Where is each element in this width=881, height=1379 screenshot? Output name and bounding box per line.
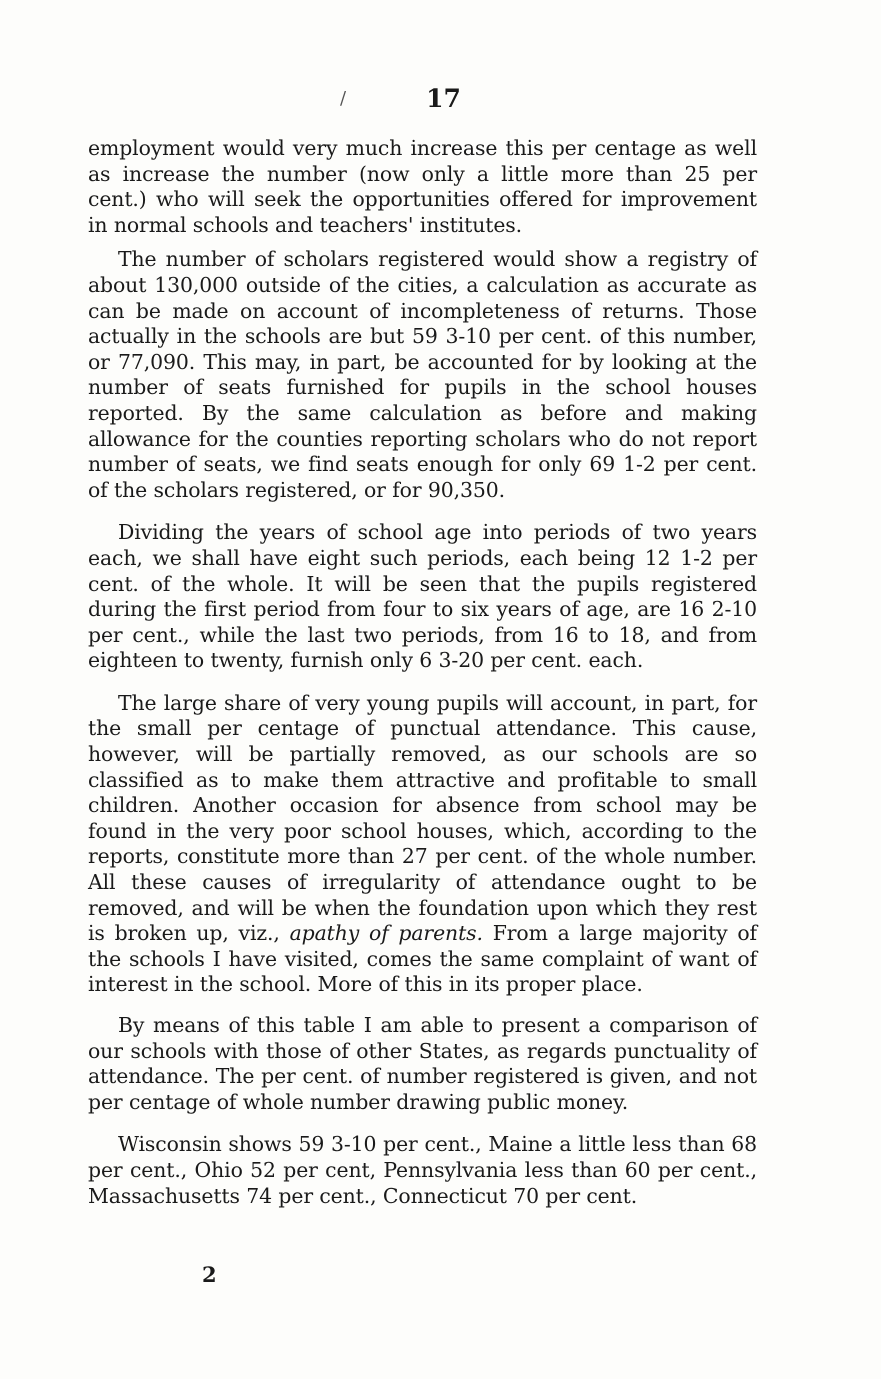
paragraph-text-continued: From a large majority of the schools I have visited, comes the same complaint of want of interest in the school. More of this in its proper place. <box>88 921 758 997</box>
italic-phrase: apathy of parents. <box>289 921 483 946</box>
paragraph-continuation <box>88 136 757 238</box>
paragraph-text: By means of this table I am able to present a comparison of our schools with those of other States, as regards punctuality of attendance. The per cent. of number registered is given, and not per centage of whole number drawing public money. <box>88 1013 757 1114</box>
paragraph-text: The large share of very young pupils will account, in part, for the small per centage of punctual attendance. This cause, however, will be partially removed, as our schools are so classified as to make them attractive and profitable to small children. Another occasion for absence from school may be found in the very poor school houses, which, according to the reports, constitute more than 27 per cent. of the whole number. All these causes of irregularity of attendance ought to be removed, and will be when the foundation upon which they rest is broken up, viz., <box>88 690 757 946</box>
paragraph-text: employment would very much increase this per centage as well as increase the number (now only a little more than 25 per cent.) who will seek the opportunities offered for improvement in normal schools and teachers' institutes. <box>88 136 757 237</box>
body-text <box>88 136 757 1209</box>
paragraph-comparison <box>88 1013 757 1115</box>
stray-mark: / <box>340 88 347 109</box>
paragraph-text: The number of scholars registered would show a registry of about 130,000 outside of the cities, a calculation as accurate as can be made on account of incompleteness of returns. Those actually in the schools are but 59 3-10 per cent. of this number, or 77,090. This may, in part, be accounted for by looking at the number of seats furnished for pupils in the school houses reported. By the same calculation as before and making allowance for the counties reporting scholars who do not report number of seats, we find seats enough for only 69 1-2 per cent. of the scholars registered, or for 90,350. <box>88 247 757 502</box>
page-number: 17 <box>426 84 461 113</box>
paragraph-text: Wisconsin shows 59 3-10 per cent., Maine a little less than 68 per cent., Ohio 52 per cent, Pennsylvania less than 60 per cent., Massachusetts 74 per cent., Connecticut 70 per cent. <box>88 1132 757 1208</box>
paragraph-scholars-registered <box>88 247 757 503</box>
paragraph-school-age-periods <box>88 520 757 674</box>
paragraph-text: Dividing the years of school age into periods of two years each, we shall have eight such periods, each being 12 1-2 per cent. of the whole. It will be seen that the pupils registered during the first period from four to six years of age, are 16 2-10 per cent., while the last two periods, from 16 to 18, and from eighteen to twenty, furnish only 6 3-20 per cent. each. <box>88 520 757 673</box>
paragraph-young-pupils <box>88 691 757 998</box>
paragraph-state-percentages <box>88 1132 757 1209</box>
signature-mark: 2 <box>202 1262 217 1287</box>
